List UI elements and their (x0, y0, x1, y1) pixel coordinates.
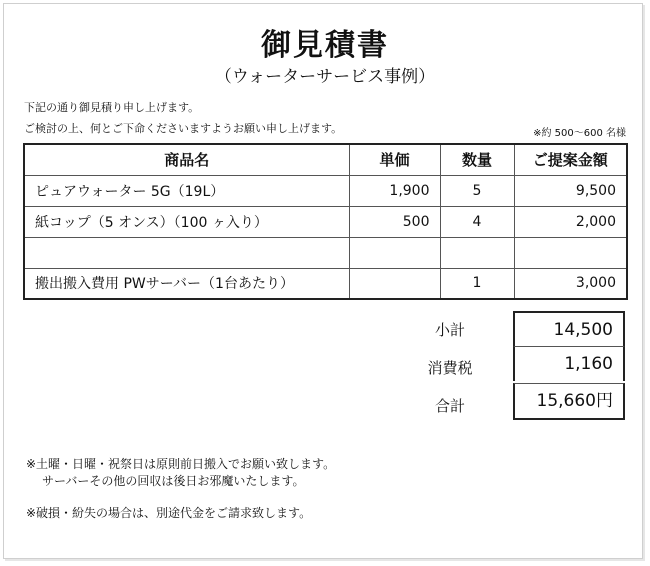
intro-line-2: ご検討の上、何とご下命くださいますようお願い申し上げます。 (24, 122, 343, 135)
table-row (24, 206, 627, 237)
subtotal-value: 14,500 (513, 311, 625, 346)
item-name (24, 237, 349, 268)
footnote-weekend: ※土曜・日曜・祝祭日は原則前日搬入でお願い致します。 (26, 457, 336, 471)
table-row (24, 175, 627, 206)
header-unit-price: 単価 (349, 144, 440, 175)
footnote-damage: ※破損・紛失の場合は、別途代金をご請求致します。 (26, 506, 312, 520)
estimate-table (23, 143, 628, 300)
item-name: ピュアウォーター 5G（19L） (24, 175, 349, 206)
audience-note: ※約 500～600 名様 (533, 128, 626, 139)
document-title: 御見積書 (261, 28, 389, 63)
item-amount (514, 237, 627, 268)
intro-line-1: 下記の通り御見積り申し上げます。 (24, 101, 200, 114)
item-amount: 9,500 (514, 175, 627, 206)
total-value: 15,660円 (513, 383, 625, 420)
item-amount: 2,000 (514, 206, 627, 237)
item-amount: 3,000 (514, 268, 627, 299)
subtotal-label: 小計 (434, 321, 465, 339)
table-row (24, 268, 627, 299)
item-price: 500 (349, 206, 440, 237)
item-price: 1,900 (349, 175, 440, 206)
item-quantity: 4 (440, 206, 514, 237)
item-price (349, 268, 440, 299)
item-price (349, 237, 440, 268)
item-quantity: 5 (440, 175, 514, 206)
footnote-collection: サーバーその他の回収は後日お邪魔いたします。 (42, 474, 305, 488)
header-amount: ご提案金額 (514, 144, 627, 175)
item-name: 搬出搬入費用 PWサーバー（1台あたり） (24, 268, 349, 299)
header-quantity: 数量 (440, 144, 514, 175)
item-quantity (440, 237, 514, 268)
item-quantity: 1 (440, 268, 514, 299)
header-product-name: 商品名 (24, 144, 349, 175)
document-subtitle: （ウォーターサービス事例） (214, 67, 436, 87)
tax-value: 1,160 (513, 346, 625, 381)
total-label: 合計 (434, 397, 465, 415)
tax-label: 消費税 (427, 359, 473, 377)
item-name: 紙コップ（5 オンス）（100 ヶ入り） (24, 206, 349, 237)
table-row (24, 237, 627, 268)
table-header-row (24, 144, 627, 175)
